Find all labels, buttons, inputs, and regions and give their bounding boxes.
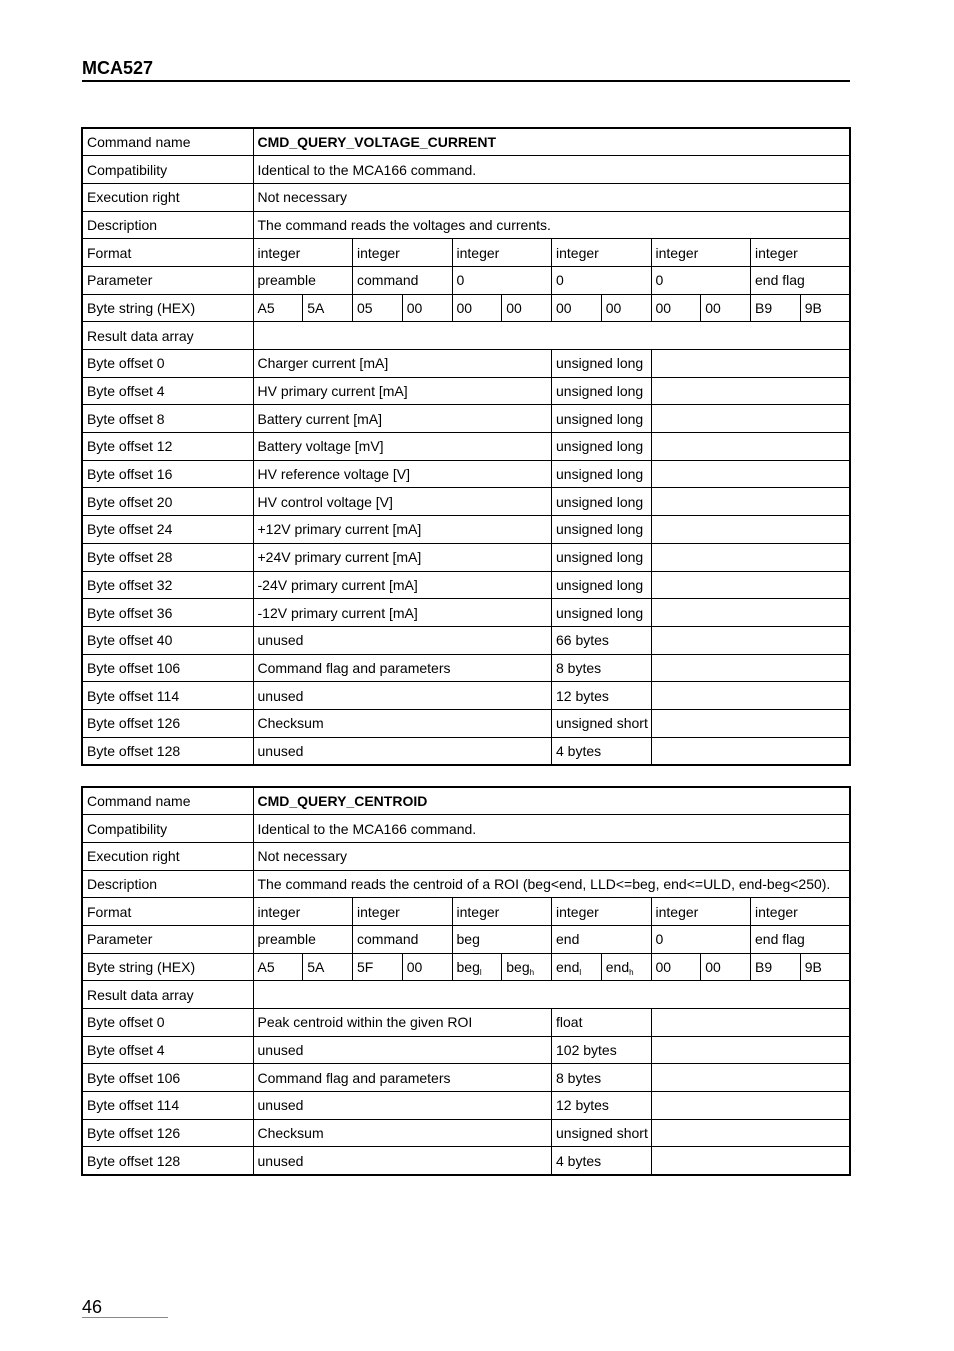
format-cell: integer xyxy=(552,898,652,926)
parameter-cell: command xyxy=(353,266,453,294)
byte-subscript: l xyxy=(479,967,482,977)
byte-text: B9 xyxy=(755,958,773,975)
byte-cell xyxy=(751,953,801,981)
parameter-cell: 0 xyxy=(651,266,751,294)
offset-label: Byte offset 114 xyxy=(82,1092,253,1120)
parameter-cell: preamble xyxy=(253,266,353,294)
empty-cell xyxy=(651,571,850,599)
info-row xyxy=(82,183,850,211)
row-label: Format xyxy=(82,239,253,267)
offset-description: unused xyxy=(253,1036,552,1064)
offset-type: unsigned long xyxy=(552,460,652,488)
byte-cell: 00 xyxy=(502,294,552,322)
row-label: Execution right xyxy=(82,842,253,870)
empty-cell xyxy=(651,599,850,627)
offset-label: Byte offset 12 xyxy=(82,433,253,461)
offset-row xyxy=(82,350,850,378)
format-cell: integer xyxy=(552,239,652,267)
offset-description: Checksum xyxy=(253,1119,552,1147)
format-cell: integer xyxy=(651,898,751,926)
result-label-row xyxy=(82,322,850,350)
empty-cell xyxy=(651,516,850,544)
offset-description: unused xyxy=(253,1092,552,1120)
info-row xyxy=(82,211,850,239)
header-rule xyxy=(82,80,850,82)
byte-cell: A5 xyxy=(253,294,303,322)
footer-rule xyxy=(82,1317,168,1318)
row-label: Parameter xyxy=(82,266,253,294)
empty-cell xyxy=(651,709,850,737)
empty-cell xyxy=(651,1092,850,1120)
offset-row xyxy=(82,654,850,682)
offset-row xyxy=(82,682,850,710)
byte-text: end xyxy=(556,958,580,975)
format-cell: integer xyxy=(253,898,353,926)
parameter-cell: end flag xyxy=(751,266,851,294)
empty-cell xyxy=(651,488,850,516)
empty-cell xyxy=(651,1119,850,1147)
byte-cell xyxy=(502,953,552,981)
offset-label: Byte offset 16 xyxy=(82,460,253,488)
info-row xyxy=(82,842,850,870)
byte-text: 5F xyxy=(357,958,374,975)
offset-row xyxy=(82,1092,850,1120)
byte-cell: 00 xyxy=(701,294,751,322)
row-label: Byte string (HEX) xyxy=(82,953,253,981)
byte-text: 9B xyxy=(804,958,822,975)
offset-label: Byte offset 114 xyxy=(82,682,253,710)
parameter-row xyxy=(82,925,850,953)
offset-type: unsigned short xyxy=(552,1119,652,1147)
empty-cell xyxy=(651,350,850,378)
empty-cell xyxy=(651,377,850,405)
format-cell: integer xyxy=(751,898,851,926)
offset-row xyxy=(82,626,850,654)
empty-cell xyxy=(651,1147,850,1175)
offset-label: Byte offset 28 xyxy=(82,543,253,571)
row-value: Identical to the MCA166 command. xyxy=(253,815,850,843)
offset-label: Byte offset 106 xyxy=(82,1064,253,1092)
byte-cell xyxy=(452,953,502,981)
empty-cell xyxy=(651,1064,850,1092)
offset-label: Byte offset 126 xyxy=(82,1119,253,1147)
offset-description: Charger current [mA] xyxy=(253,350,552,378)
offset-label: Byte offset 0 xyxy=(82,350,253,378)
info-row xyxy=(82,156,850,184)
byte-text: 00 xyxy=(406,958,423,975)
byte-cell xyxy=(253,953,303,981)
row-value: Not necessary xyxy=(253,842,850,870)
offset-type: unsigned long xyxy=(552,571,652,599)
offset-description: Battery voltage [mV] xyxy=(253,433,552,461)
offset-type: 8 bytes xyxy=(552,654,652,682)
empty-cell xyxy=(253,322,850,350)
offset-description: unused xyxy=(253,626,552,654)
offset-type: unsigned long xyxy=(552,599,652,627)
offset-description: Checksum xyxy=(253,709,552,737)
offset-type: unsigned long xyxy=(552,488,652,516)
offset-type: 102 bytes xyxy=(552,1036,652,1064)
offset-row xyxy=(82,737,850,765)
document-header-title: MCA527 xyxy=(82,58,154,78)
offset-label: Byte offset 4 xyxy=(82,377,253,405)
byte-string-row xyxy=(82,294,850,322)
offset-description: Peak centroid within the given ROI xyxy=(253,1009,552,1037)
offset-description: +12V primary current [mA] xyxy=(253,516,552,544)
format-cell: integer xyxy=(452,239,552,267)
page-number: 46 xyxy=(82,1297,103,1317)
byte-cell xyxy=(601,953,651,981)
byte-text: beg xyxy=(456,958,480,975)
offset-label: Byte offset 32 xyxy=(82,571,253,599)
offset-label: Byte offset 36 xyxy=(82,599,253,627)
offset-label: Byte offset 106 xyxy=(82,654,253,682)
offset-type: unsigned long xyxy=(552,433,652,461)
row-value: Identical to the MCA166 command. xyxy=(253,156,850,184)
byte-subscript: h xyxy=(529,967,535,977)
format-row xyxy=(82,898,850,926)
byte-cell: 9B xyxy=(800,294,850,322)
offset-row xyxy=(82,1009,850,1037)
empty-cell xyxy=(651,405,850,433)
row-label: Result data array xyxy=(82,981,253,1009)
offset-label: Byte offset 4 xyxy=(82,1036,253,1064)
command-table-voltage-current xyxy=(81,127,851,766)
parameter-cell: command xyxy=(353,925,453,953)
offset-row xyxy=(82,516,850,544)
byte-cell: 5A xyxy=(303,294,353,322)
offset-label: Byte offset 128 xyxy=(82,737,253,765)
empty-cell xyxy=(651,543,850,571)
offset-type: 4 bytes xyxy=(552,1147,652,1175)
parameter-cell: preamble xyxy=(253,925,353,953)
offset-type: 8 bytes xyxy=(552,1064,652,1092)
row-label: Format xyxy=(82,898,253,926)
result-label-row xyxy=(82,981,850,1009)
offset-row xyxy=(82,1119,850,1147)
command-table-centroid xyxy=(81,786,851,1176)
byte-cell xyxy=(402,953,452,981)
empty-cell xyxy=(651,654,850,682)
offset-description: unused xyxy=(253,682,552,710)
byte-cell xyxy=(303,953,353,981)
row-value: The command reads the voltages and currents. xyxy=(253,211,850,239)
info-row xyxy=(82,787,850,815)
byte-cell xyxy=(800,953,850,981)
offset-row xyxy=(82,571,850,599)
offset-type: 12 bytes xyxy=(552,682,652,710)
offset-type: unsigned long xyxy=(552,405,652,433)
parameter-row xyxy=(82,266,850,294)
row-label: Byte string (HEX) xyxy=(82,294,253,322)
byte-cell: B9 xyxy=(751,294,801,322)
parameter-cell: 0 xyxy=(452,266,552,294)
format-cell: integer xyxy=(353,898,453,926)
format-cell: integer xyxy=(452,898,552,926)
empty-cell xyxy=(651,626,850,654)
byte-cell: 00 xyxy=(452,294,502,322)
info-row xyxy=(82,815,850,843)
offset-type: unsigned long xyxy=(552,543,652,571)
byte-cell xyxy=(353,953,403,981)
row-label: Compatibility xyxy=(82,815,253,843)
byte-subscript: l xyxy=(579,967,582,977)
offset-row xyxy=(82,377,850,405)
row-value: Not necessary xyxy=(253,183,850,211)
format-cell: integer xyxy=(353,239,453,267)
empty-cell xyxy=(651,1009,850,1037)
offset-row xyxy=(82,488,850,516)
parameter-cell: end xyxy=(552,925,652,953)
offset-description: Command flag and parameters xyxy=(253,1064,552,1092)
offset-type: unsigned short xyxy=(552,709,652,737)
byte-cell xyxy=(651,953,701,981)
offset-type: unsigned long xyxy=(552,350,652,378)
format-cell: integer xyxy=(651,239,751,267)
row-label: Execution right xyxy=(82,183,253,211)
format-cell: integer xyxy=(253,239,353,267)
byte-text: beg xyxy=(506,958,530,975)
offset-description: -24V primary current [mA] xyxy=(253,571,552,599)
offset-label: Byte offset 40 xyxy=(82,626,253,654)
byte-text: 00 xyxy=(655,958,672,975)
format-row xyxy=(82,239,850,267)
offset-description: HV primary current [mA] xyxy=(253,377,552,405)
offset-label: Byte offset 20 xyxy=(82,488,253,516)
byte-cell: 00 xyxy=(552,294,602,322)
offset-row xyxy=(82,460,850,488)
offset-label: Byte offset 8 xyxy=(82,405,253,433)
byte-text: end xyxy=(605,958,630,975)
offset-description: unused xyxy=(253,1147,552,1175)
offset-row xyxy=(82,599,850,627)
offset-type: 12 bytes xyxy=(552,1092,652,1120)
offset-row xyxy=(82,543,850,571)
offset-row xyxy=(82,433,850,461)
byte-subscript: h xyxy=(629,967,634,977)
parameter-cell: end flag xyxy=(751,925,851,953)
parameter-cell: beg xyxy=(452,925,552,953)
byte-cell xyxy=(552,953,602,981)
empty-cell xyxy=(651,1036,850,1064)
offset-description: unused xyxy=(253,737,552,765)
row-label: Command name xyxy=(82,128,253,156)
byte-cell: 00 xyxy=(601,294,651,322)
offset-type: unsigned long xyxy=(552,377,652,405)
row-value: CMD_QUERY_CENTROID xyxy=(253,787,850,815)
byte-string-row xyxy=(82,953,850,981)
offset-description: -12V primary current [mA] xyxy=(253,599,552,627)
empty-cell xyxy=(253,981,850,1009)
offset-type: 66 bytes xyxy=(552,626,652,654)
info-row xyxy=(82,870,850,898)
offset-type: 4 bytes xyxy=(552,737,652,765)
row-value: CMD_QUERY_VOLTAGE_CURRENT xyxy=(253,128,850,156)
byte-text: 00 xyxy=(705,958,721,975)
row-label: Description xyxy=(82,211,253,239)
format-cell: integer xyxy=(751,239,851,267)
byte-cell: 00 xyxy=(651,294,701,322)
row-label: Compatibility xyxy=(82,156,253,184)
offset-row xyxy=(82,1036,850,1064)
offset-label: Byte offset 24 xyxy=(82,516,253,544)
offset-description: +24V primary current [mA] xyxy=(253,543,552,571)
row-value: The command reads the centroid of a ROI (beg<end, LLD<=beg, end<=ULD, end-beg<250). xyxy=(253,870,850,898)
offset-type: float xyxy=(552,1009,652,1037)
row-label: Result data array xyxy=(82,322,253,350)
offset-row xyxy=(82,709,850,737)
info-row xyxy=(82,128,850,156)
byte-text: 5A xyxy=(307,958,325,975)
empty-cell xyxy=(651,460,850,488)
byte-cell xyxy=(701,953,751,981)
offset-description: Command flag and parameters xyxy=(253,654,552,682)
offset-type: unsigned long xyxy=(552,516,652,544)
byte-text: A5 xyxy=(257,958,275,975)
byte-cell: 05 xyxy=(353,294,403,322)
byte-cell: 00 xyxy=(402,294,452,322)
offset-row xyxy=(82,1147,850,1175)
offset-description: HV control voltage [V] xyxy=(253,488,552,516)
offset-label: Byte offset 126 xyxy=(82,709,253,737)
offset-row xyxy=(82,405,850,433)
row-label: Command name xyxy=(82,787,253,815)
row-label: Description xyxy=(82,870,253,898)
parameter-cell: 0 xyxy=(552,266,652,294)
offset-row xyxy=(82,1064,850,1092)
offset-description: Battery current [mA] xyxy=(253,405,552,433)
offset-label: Byte offset 0 xyxy=(82,1009,253,1037)
empty-cell xyxy=(651,737,850,765)
row-label: Parameter xyxy=(82,925,253,953)
empty-cell xyxy=(651,682,850,710)
offset-description: HV reference voltage [V] xyxy=(253,460,552,488)
offset-label: Byte offset 128 xyxy=(82,1147,253,1175)
empty-cell xyxy=(651,433,850,461)
parameter-cell: 0 xyxy=(651,925,751,953)
